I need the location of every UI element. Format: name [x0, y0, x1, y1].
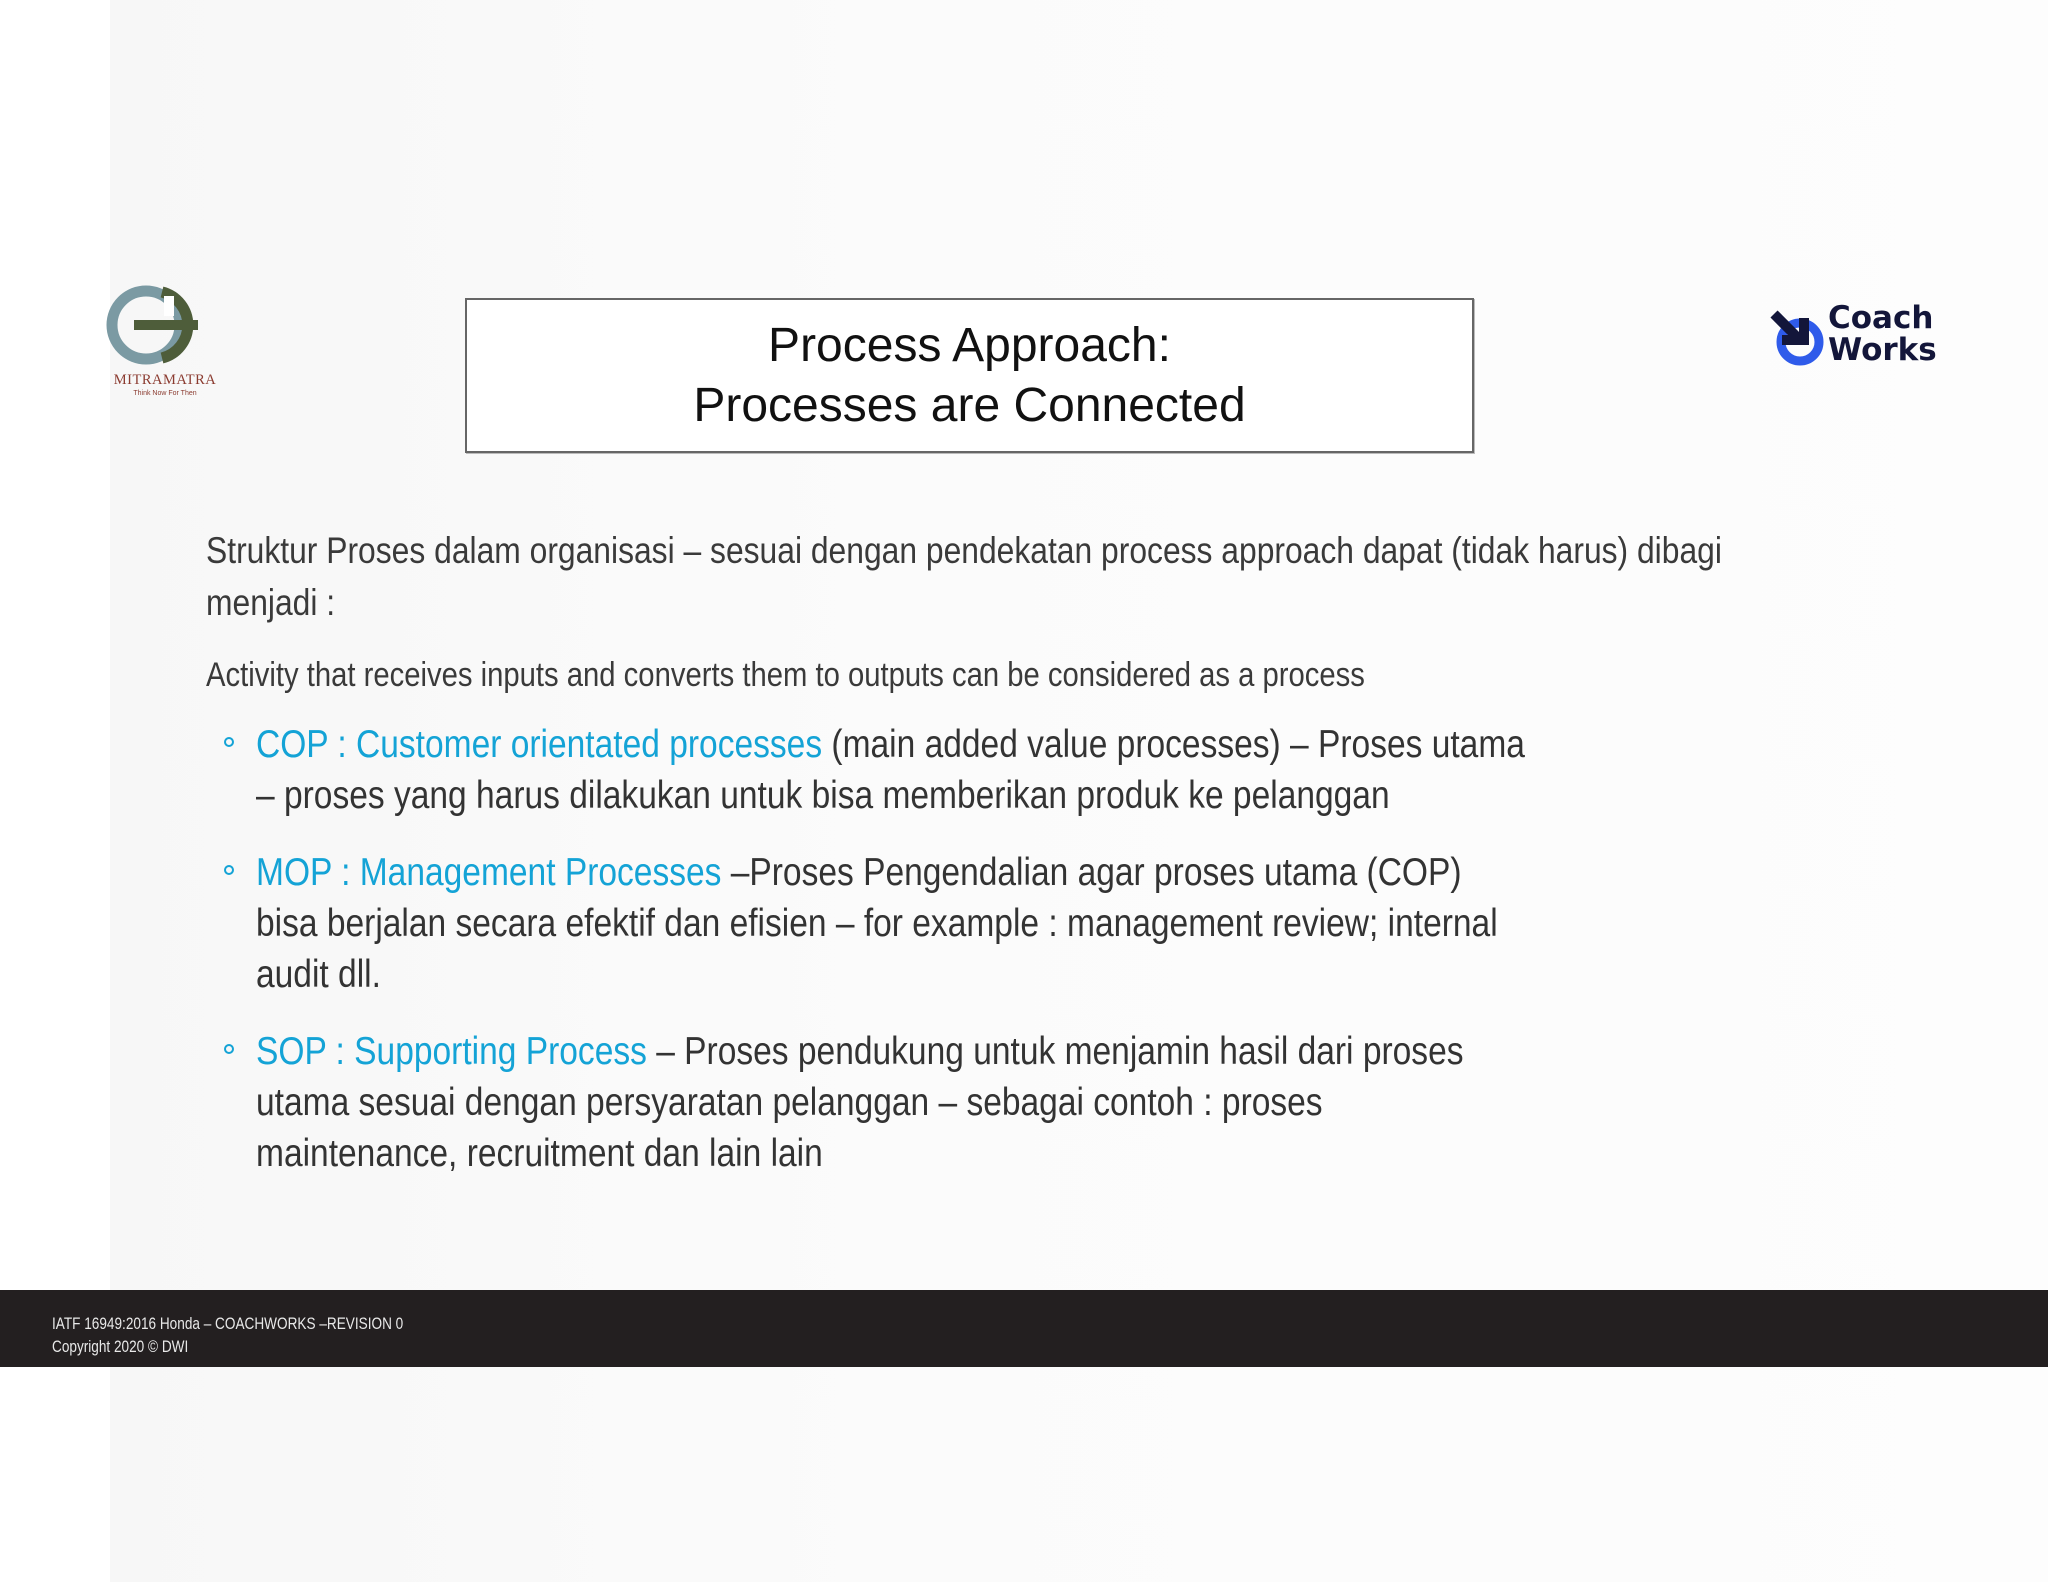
- list-item-sop: [206, 1026, 1746, 1179]
- coachworks-logo-icon: [1770, 308, 1828, 368]
- mop-description: –Proses Pengendalian agar proses utama (COP) bisa berjalan secara efektif dan efisien – for example : management review; internal audit dll.: [256, 851, 1498, 996]
- bullet-circle-icon: [224, 1044, 234, 1054]
- mop-term: MOP : Management Processes: [256, 851, 722, 894]
- title-line-2: Processes are Connected: [693, 378, 1246, 432]
- list-item-cop: [206, 719, 1746, 821]
- footer-bar: [0, 1290, 2048, 1367]
- footer-copyright: Copyright 2020 © DWI: [52, 1337, 189, 1356]
- bullet-circle-icon: [224, 737, 234, 747]
- title-line-1: Process Approach:: [768, 318, 1171, 372]
- sop-description: – Proses pendukung untuk menjamin hasil dari proses utama sesuai dengan persyaratan pelanggan – sebagai contoh : proses maintenance, recruitment dan lain lain: [256, 1030, 1464, 1175]
- mitramatra-brand: MITRAMATRA: [113, 372, 217, 388]
- coachworks-word-coach: Coach: [1828, 300, 1934, 336]
- activity-paragraph: Activity that receives inputs and converts them to outputs can be considered as a process: [206, 656, 1365, 694]
- list-item-mop: [206, 847, 1746, 1000]
- title-box: [465, 298, 1474, 453]
- mitramatra-logo: [100, 282, 230, 402]
- cop-term: COP : Customer orientated processes: [256, 723, 823, 766]
- coachworks-logo: [1770, 302, 1945, 372]
- coachworks-word-works: Works: [1828, 332, 1937, 368]
- body-content: [206, 525, 1746, 1205]
- process-list: [206, 719, 1746, 1179]
- mitramatra-tagline: Think Now For Then: [133, 390, 197, 397]
- sop-term: SOP : Supporting Process: [256, 1030, 647, 1073]
- footer-document-id: IATF 16949:2016 Honda – COACHWORKS –REVISION 0: [52, 1314, 404, 1333]
- intro-paragraph: Struktur Proses dalam organisasi – sesuai dengan pendekatan process approach dapat (tidak harus) dibagi menjadi :: [206, 530, 1722, 623]
- mitramatra-logo-icon: [104, 282, 228, 368]
- bullet-circle-icon: [224, 865, 234, 875]
- cop-description: (main added value processes) – Proses utama – proses yang harus dilakukan untuk bisa memberikan produk ke pelanggan: [256, 723, 1525, 817]
